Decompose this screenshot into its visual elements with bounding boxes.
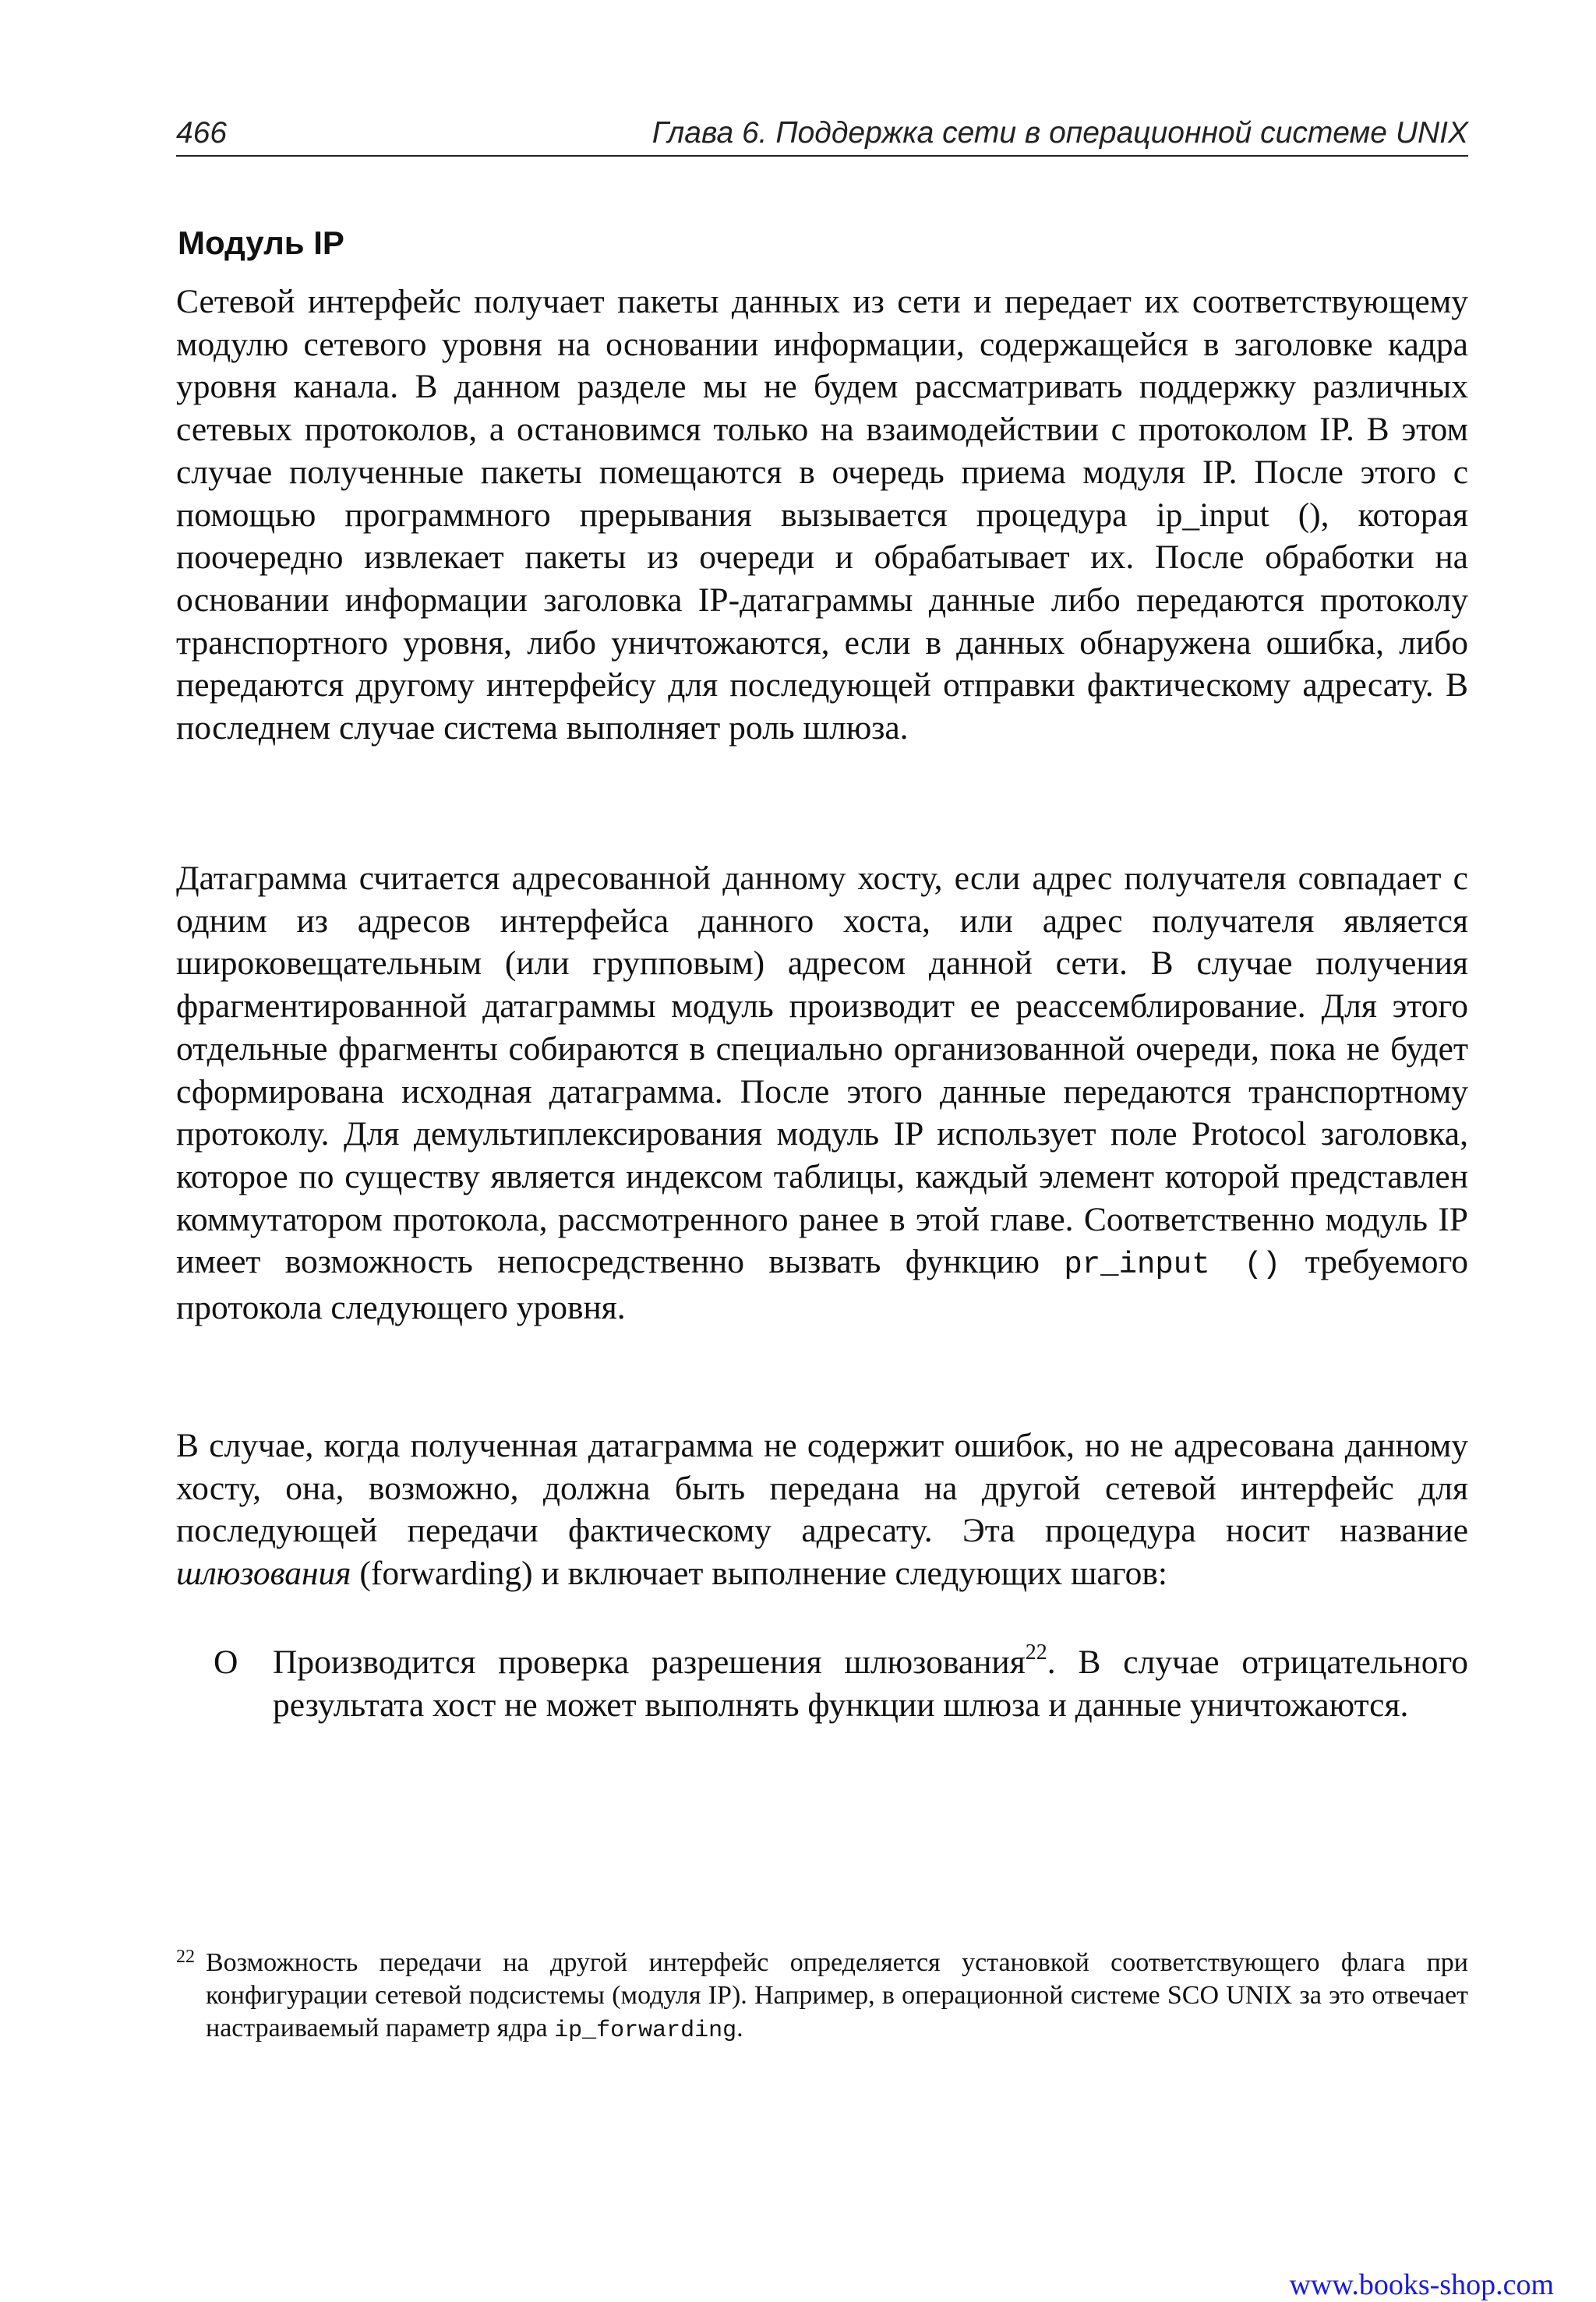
footnote-end: . <box>736 2014 743 2042</box>
paragraph-3-text: В случае, когда полученная датаграмма не содержит ошибок, но не адресована данному хосту, она, возможно, должна быть передана на другой сетевой интерфейс для последующей передачи фактическому адресату. Эта процедура носит название <box>176 1427 1468 1550</box>
footnote <box>176 1947 1468 2047</box>
code-ip-forwarding: ip_forwarding <box>554 2018 737 2044</box>
footnote-text <box>206 1947 1468 2047</box>
list-item-text-start: Производится проверка разрешения шлюзования <box>273 1644 1026 1681</box>
page-header <box>176 113 1468 157</box>
footnote-reference[interactable]: 22 <box>1025 1640 1047 1665</box>
list-item-text <box>273 1641 1468 1726</box>
paragraph-2-text-end: требуемого протокола следующего уровня. <box>176 1243 1468 1327</box>
list-bullet: O <box>214 1644 238 1681</box>
footer-link[interactable]: www.books-shop.com <box>1289 2268 1554 2301</box>
term-forwarding: шлюзования <box>176 1555 351 1593</box>
paragraph-1: Сетевой интерфейс получает пакеты данных из сети и передает их соответствующему модулю сетевого уровня на основании информации, содержащейся в заголовке кадра уровня канала. В данном разделе мы не будем рассматривать поддержку различных сетевых протоколов, а остановимся только на взаимодействии с протоколом IP. В этом случае полученные пакеты помещаются в очередь приема модуля IP. После этого с помощью программного прерывания вызывается процедура ip_input (), которая поочередно извлекает пакеты из очереди и обрабатывает их. После обработки на основании информации заголовка IP-датаграммы данные либо передаются протоколу транспортного уровня, либо уничтожаются, если в данных обнаружена ошибка, либо передаются другому интерфейсу для последующей отправки фактическому адресату. В последнем случае система выполняет роль шлюза. <box>176 283 1468 747</box>
section-title: Модуль IP <box>178 224 344 261</box>
list-item-text-end: . В случае отрицательного результата хост не может выполнять функции шлюза и данные уничтожаются. <box>273 1644 1468 1724</box>
paragraph-3 <box>176 1425 1468 1595</box>
paragraph-3-text-end: (forwarding) и включает выполнение следующих шагов: <box>351 1555 1167 1593</box>
code-pr-input: pr_input () <box>1064 1248 1281 1283</box>
paragraph-2 <box>176 857 1468 1329</box>
page-number: 466 <box>176 116 228 150</box>
footnote-body: Возможность передачи на другой интерфейс определяется установкой соответствующего флага при конфигурации сетевой подсистемы (модуля IP). Например, в операционной системе SCO UNIX за это отвечает настраиваемый параметр ядра <box>206 1948 1468 2042</box>
footnote-mark: 22 <box>176 1947 195 1967</box>
running-title: Глава 6. Поддержка сети в операционной системе UNIX <box>651 116 1468 150</box>
paragraph-2-text: Датаграмма считается адресованной данному хосту, если адрес получателя совпадает с одним из адресов интерфейса данного хоста, или адрес получателя является широковещательным (или групповым) адресом данной сети. В случае получения фрагментированной датаграммы модуль производит ее реассемблирование. Для этого отдельные фрагменты собираются в специально организованной очереди, пока не будет сформирована исходная датаграмма. После этого данные передаются транспортному протоколу. Для демультиплексирования модуль IP использует поле Protocol заголовка, которое по существу является индексом таблицы, каждый элемент которой представлен коммутатором протокола, рассмотренного ранее в этой главе. Соответственно модуль IP имеет возможность непосредственно вызвать функцию <box>176 860 1468 1281</box>
